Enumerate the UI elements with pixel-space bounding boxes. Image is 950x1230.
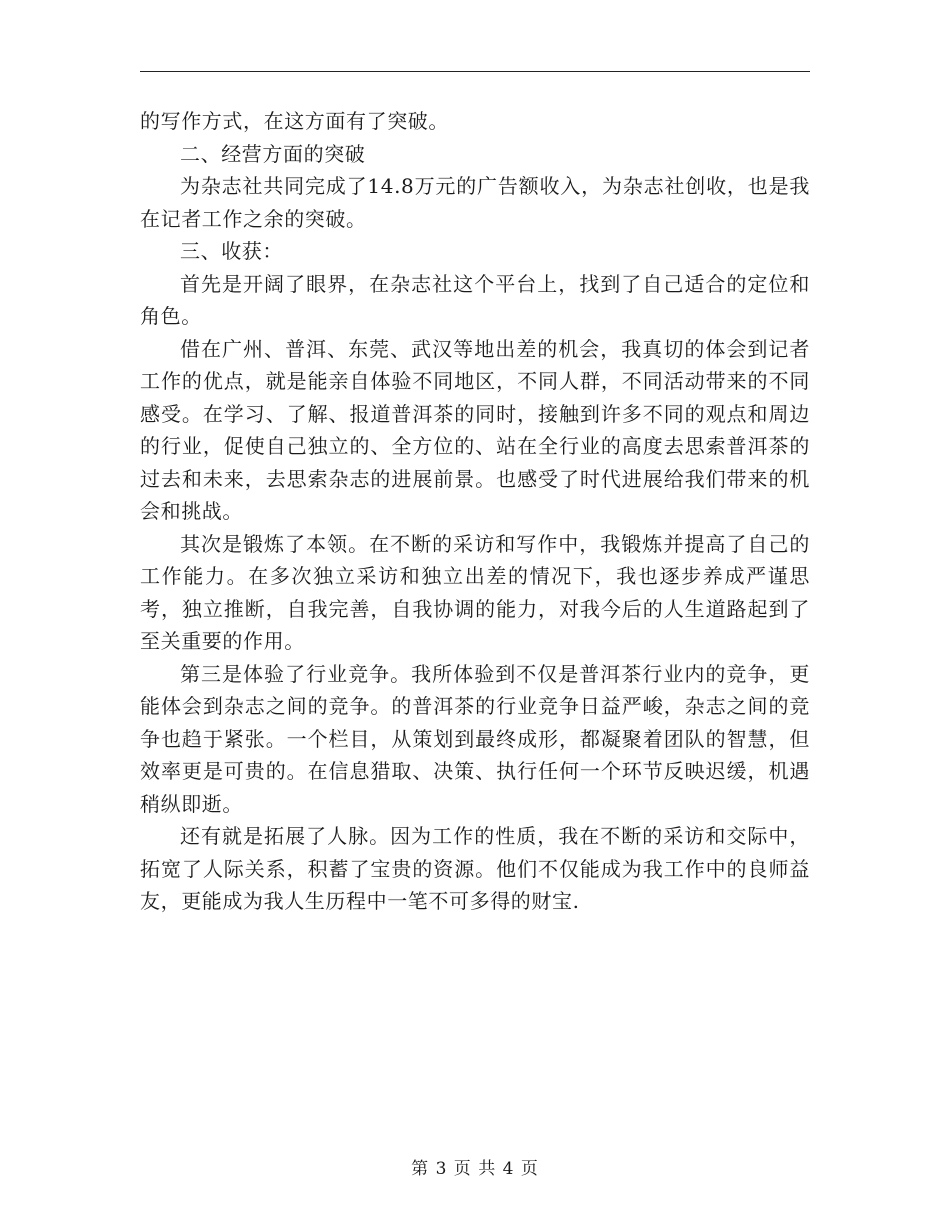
section-heading: 三、收获：	[180, 239, 283, 263]
page-number: 第 3 页 共 4 页	[411, 1159, 539, 1179]
paragraph: 的写作方式，在这方面有了突破。	[140, 109, 449, 133]
paragraph: 借在广州、普洱、东莞、武汉等地出差的机会，我真切的体会到记者工作的优点，就是能亲自体验不同地区，不同人群，不同活动带来的不同感受。在学习、了解、报道普洱茶的同时，接触到许多不同的观点和周边的行业，促使自己独立的、全方位的、站在全行业的高度去思索普洱茶的过去和未来，去思索杂志的进展前景。也感受了时代进展给我们带来的机会和挑战。	[140, 336, 810, 523]
paragraph: 还有就是拓展了人脉。因为工作的性质，我在不断的采访和交际中，拓宽了人际关系，积蓄了宝贵的资源。他们不仅能成为我工作中的良师益友，更能成为我人生历程中一笔不可多得的财宝.	[140, 824, 810, 913]
paragraph: 其次是锻炼了本领。在不断的采访和写作中，我锻炼并提高了自己的工作能力。在多次独立采访和独立出差的情况下，我也逐步养成严谨思考，独立推断，自我完善，自我协调的能力，对我今后的人生道路起到了至关重要的作用。	[140, 531, 810, 653]
paragraph: 为杂志社共同完成了14.8万元的广告额收入，为杂志社创收，也是我在记者工作之余的突破。	[140, 174, 810, 231]
section-heading: 二、经营方面的突破	[180, 141, 366, 166]
document-body	[140, 105, 810, 918]
paragraph: 第三是体验了行业竞争。我所体验到不仅是普洱茶行业内的竞争，更能体会到杂志之间的竞争。的普洱茶的行业竞争日益严峻，杂志之间的竞争也趋于紧张。一个栏目，从策划到最终成形，都凝聚着团队的智慧，但效率更是可贵的。在信息猎取、决策、执行任何一个环节反映迟缓，机遇稍纵即逝。	[140, 661, 810, 816]
paragraph: 首先是开阔了眼界，在杂志社这个平台上，找到了自己适合的定位和角色。	[140, 271, 810, 328]
header-rule	[140, 71, 810, 72]
